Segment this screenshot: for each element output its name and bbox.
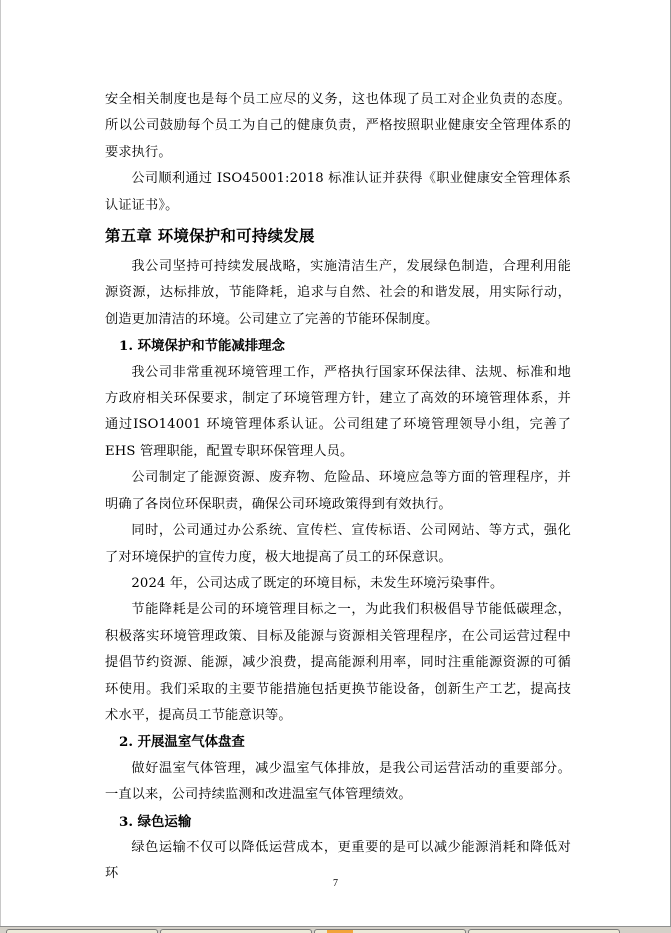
body-paragraph: 同时，公司通过办公系统、宣传栏、宣传标语、公司网站、等方式，强化了对环境保护的宣传力度，极大地提高了员工的环保意识。 <box>105 523 571 565</box>
body-paragraph: 绿色运输不仅可以降低运营成本，更重要的是可以减少能源消耗和降低对环 <box>105 839 571 882</box>
taskbar-button[interactable] <box>468 929 620 933</box>
page-content <box>105 87 571 888</box>
taskbar-strip <box>0 926 671 933</box>
chapter-heading: 第五章 环境保护和可持续发展 <box>105 227 315 246</box>
page-number: 7 <box>333 878 338 889</box>
body-paragraph: 2024 年，公司达成了既定的环境目标，未发生环境污染事件。 <box>131 575 504 591</box>
taskbar-button[interactable] <box>6 929 158 933</box>
section-heading: 1. 环境保护和节能减排理念 <box>119 338 285 355</box>
taskbar-button[interactable] <box>160 929 312 933</box>
chapter-intro-paragraph: 我公司坚持可持续发展战略，实施清洁生产，发展绿色制造，合理利用能源资源，达标排放，节能降耗，追求与自然、社会的和谐发展，用实际行动，创造更加清洁的环境。公司建立了完善的节能环保制度。 <box>105 259 571 327</box>
body-paragraph: 节能降耗是公司的环境管理目标之一，为此我们积极倡导节能低碳理念，积极落实环境管理政策、目标及能源与资源相关管理程序，在公司运营过程中提倡节约资源、能源，减少浪费，提高能源利用率，同时注重能源资源的可循环使用。我们采取的主要节能措施包括更换节能设备，创新生产工艺，提高技术水平，提高员工节能意识等。 <box>105 602 571 723</box>
body-paragraph: 做好温室气体管理，减少温室气体排放，是我公司运营活动的重要部分。一直以来，公司持续监测和改进温室气体管理绩效。 <box>105 760 571 803</box>
section-heading: 2. 开展温室气体盘查 <box>119 734 245 751</box>
body-paragraph: 公司顺利通过 ISO45001:2018 标准认证并获得《职业健康安全管理体系认证证书》。 <box>105 171 571 213</box>
body-paragraph: 我公司非常重视环境管理工作，严格执行国家环保法律、法规、标准和地方政府相关环保要求，制定了环境管理方针，建立了高效的环境管理体系，并通过ISO14001 环境管理体系认证。公司组建了环境管理领导小组，完善了 EHS 管理职能，配置专职环保管理人员。 <box>105 364 571 459</box>
body-paragraph: 安全相关制度也是每个员工应尽的义务，这也体现了员工对企业负责的态度。所以公司鼓励每个员工为自己的健康负责，严格按照职业健康安全管理体系的要求执行。 <box>105 92 571 160</box>
taskbar-button[interactable] <box>314 929 466 933</box>
section-heading: 3. 绿色运输 <box>119 813 192 830</box>
body-paragraph: 公司制定了能源资源、废弃物、危险品、环境应急等方面的管理程序，并明确了各岗位环保职责，确保公司环境政策得到有效执行。 <box>105 470 571 512</box>
